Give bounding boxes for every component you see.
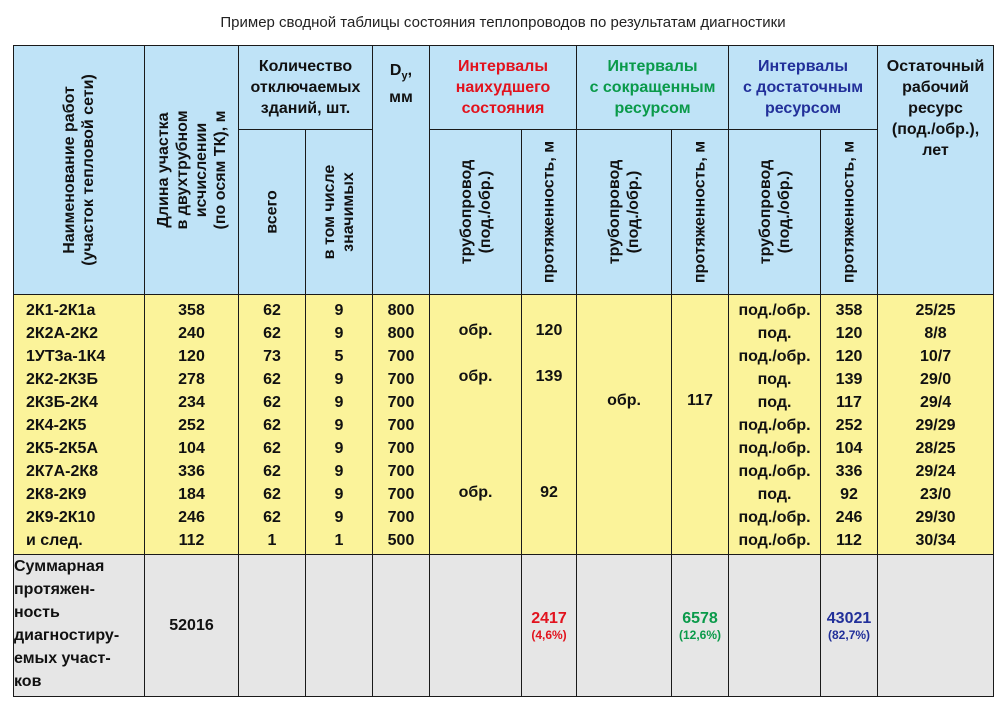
header-sufficient-extent: протяженность, м: [821, 130, 878, 295]
row-dy: 800: [387, 302, 415, 319]
sufficient-total-percent: (82,7%): [828, 627, 871, 642]
worst-total-percent: (4,6%): [531, 627, 567, 642]
row-name: 2К4-2К5: [26, 417, 87, 434]
summary-table: [13, 45, 994, 697]
header-buildings-important: в том числе значимых: [306, 130, 373, 295]
row-buildings-important: 9: [334, 486, 344, 503]
column-residual-resource: [878, 295, 994, 555]
row-name: 2К7А-2К8: [26, 463, 99, 480]
row-dy: 700: [387, 371, 415, 388]
row-sufficient-extent: 120: [835, 348, 863, 365]
row-name: 2К3Б-2К4: [26, 394, 98, 411]
column-reduced-extent: [672, 295, 729, 555]
header-worst-intervals: Интервалы наихудшего состояния: [430, 46, 577, 130]
summary-sufficient-total: [821, 555, 878, 697]
summary-empty-cell: [306, 555, 373, 697]
row-name: 2К1-2К1а: [26, 302, 96, 319]
column-buildings-important: [306, 295, 373, 555]
row-residual: 29/29: [915, 417, 956, 434]
worst-pipeline-value: обр.: [458, 368, 493, 385]
row-dy: 700: [387, 417, 415, 434]
row-buildings-important: 9: [334, 440, 344, 457]
summary-label: Суммарная протяжен- ность диагностиру- емых участ- ков: [14, 555, 145, 697]
row-residual: 29/0: [919, 371, 952, 388]
row-length: 252: [178, 417, 205, 434]
worst-extent-value: 120: [535, 322, 563, 339]
row-sufficient-pipeline: под./обр.: [738, 463, 811, 480]
row-buildings-important: 9: [334, 302, 344, 319]
header-worst-extent: протяженность, м: [522, 130, 577, 295]
header-sufficient-intervals: Интервалы с достаточным ресурсом: [729, 46, 878, 130]
row-buildings-all: 62: [263, 509, 281, 526]
header-reduced-pipeline: трубопровод (под./обр.): [577, 130, 672, 295]
row-dy: 700: [387, 509, 415, 526]
row-sufficient-extent: 92: [840, 486, 858, 503]
row-length: 112: [178, 532, 205, 549]
worst-pipeline-value: обр.: [458, 484, 493, 501]
row-sufficient-extent: 139: [835, 371, 863, 388]
reduced-pipeline-value: обр.: [607, 392, 641, 409]
header-reduced-intervals: Интервалы с сокращенным ресурсом: [577, 46, 729, 130]
summary-empty-cell: [577, 555, 672, 697]
row-residual: 29/30: [915, 509, 956, 526]
row-length: 184: [178, 486, 205, 503]
row-sufficient-pipeline: под.: [757, 371, 792, 388]
row-length: 358: [178, 302, 205, 319]
row-dy: 800: [387, 325, 415, 342]
row-buildings-important: 9: [334, 463, 344, 480]
reduced-extent-value: 117: [687, 392, 713, 409]
reduced-total-value: 6578: [682, 609, 718, 627]
row-buildings-all: 62: [263, 302, 281, 319]
row-length: 240: [178, 325, 205, 342]
row-sufficient-pipeline: под./обр.: [738, 509, 811, 526]
summary-empty-cell: [878, 555, 994, 697]
row-dy: 700: [387, 440, 415, 457]
row-name: 2К2А-2К2: [26, 325, 99, 342]
row-buildings-all: 62: [263, 325, 281, 342]
row-residual: 30/34: [915, 532, 956, 549]
header-worst-pipeline: трубопровод (под./обр.): [430, 130, 522, 295]
summary-empty-cell: [373, 555, 430, 697]
row-residual: 29/24: [915, 463, 956, 480]
header-name: Наименование работ (участок тепловой сети): [14, 46, 145, 295]
column-buildings-all: [239, 295, 306, 555]
row-buildings-all: 1: [267, 532, 277, 549]
row-residual: 8/8: [924, 325, 947, 342]
worst-total-value: 2417: [531, 609, 567, 627]
header-buildings: Количество отключаемых зданий, шт.: [239, 46, 373, 130]
header-reduced-extent: протяженность, м: [672, 130, 729, 295]
row-sufficient-pipeline: под./обр.: [738, 532, 811, 549]
header-dy: $D_у$, мм: [373, 46, 430, 295]
worst-extent-value: 139: [535, 368, 563, 385]
row-sufficient-pipeline: под./обр.: [738, 348, 811, 365]
row-sufficient-extent: 117: [836, 394, 862, 411]
row-residual: 23/0: [919, 486, 952, 503]
row-name: 2К5-2К5А: [26, 440, 99, 457]
column-reduced-pipeline: [577, 295, 672, 555]
row-sufficient-extent: 246: [835, 509, 863, 526]
header-buildings-all: всего: [239, 130, 306, 295]
worst-pipeline-value: обр.: [458, 322, 493, 339]
header-sufficient-pipeline: трубопровод (под./обр.): [729, 130, 821, 295]
row-length: 234: [178, 394, 205, 411]
table-caption: Пример сводной таблицы состояния теплопроводов по результатам диагностики: [220, 14, 786, 31]
row-name: 1УТ3а-1К4: [26, 348, 106, 365]
summary-length: 52016: [145, 555, 239, 697]
row-dy: 700: [387, 348, 415, 365]
column-worst-extent: [522, 295, 577, 555]
header-residual-resource: Остаточный рабочий ресурс (под./обр.), лет: [878, 46, 994, 295]
row-buildings-important: 1: [334, 532, 344, 549]
header-length: Длина участка в двухтрубном исчислении (по осям ТК), м: [145, 46, 239, 295]
row-length: 104: [178, 440, 205, 457]
row-sufficient-extent: 120: [835, 325, 863, 342]
row-name: 2К2-2К3Б: [26, 371, 98, 388]
row-sufficient-extent: 336: [835, 463, 863, 480]
row-residual: 28/25: [915, 440, 956, 457]
row-buildings-important: 9: [334, 394, 344, 411]
row-buildings-all: 62: [263, 486, 281, 503]
row-sufficient-pipeline: под./обр.: [738, 302, 811, 319]
row-name: 2К9-2К10: [26, 509, 96, 526]
summary-empty-cell: [430, 555, 522, 697]
row-dy: 700: [387, 486, 415, 503]
row-buildings-all: 62: [263, 394, 281, 411]
row-buildings-all: 62: [263, 417, 281, 434]
column-sufficient-extent: [821, 295, 878, 555]
column-sufficient-pipeline: [729, 295, 821, 555]
row-name: 2К8-2К9: [26, 486, 87, 503]
summary-empty-cell: [729, 555, 821, 697]
row-name: и след.: [26, 532, 83, 549]
column-length: [145, 295, 239, 555]
reduced-total-percent: (12,6%): [679, 627, 722, 642]
column-name: [14, 295, 145, 555]
summary-empty-cell: [239, 555, 306, 697]
row-sufficient-pipeline: под.: [757, 486, 792, 503]
row-sufficient-extent: 358: [835, 302, 863, 319]
row-buildings-important: 9: [334, 325, 344, 342]
row-buildings-important: 5: [334, 348, 344, 365]
row-sufficient-pipeline: под./обр.: [738, 440, 811, 457]
row-buildings-important: 9: [334, 509, 344, 526]
column-worst-pipeline: [430, 295, 522, 555]
row-sufficient-pipeline: под.: [757, 325, 792, 342]
row-residual: 29/4: [919, 394, 952, 411]
row-sufficient-pipeline: под./обр.: [738, 417, 811, 434]
row-length: 120: [178, 348, 205, 365]
row-sufficient-extent: 252: [835, 417, 863, 434]
row-sufficient-extent: 112: [836, 532, 862, 549]
row-length: 278: [178, 371, 205, 388]
row-dy: 500: [387, 532, 415, 549]
row-buildings-all: 62: [263, 440, 281, 457]
summary-reduced-total: [672, 555, 729, 697]
row-buildings-all: 62: [263, 463, 281, 480]
sufficient-total-value: 43021: [826, 609, 872, 627]
row-buildings-all: 73: [263, 348, 281, 365]
row-residual: 10/7: [919, 348, 952, 365]
row-dy: 700: [387, 394, 415, 411]
worst-extent-value: 92: [540, 484, 558, 501]
row-dy: 700: [387, 463, 415, 480]
row-buildings-important: 9: [334, 371, 344, 388]
row-buildings-important: 9: [334, 417, 344, 434]
column-dy: [373, 295, 430, 555]
row-residual: 25/25: [915, 302, 956, 319]
row-buildings-all: 62: [263, 371, 281, 388]
row-length: 246: [178, 509, 205, 526]
row-sufficient-pipeline: под.: [757, 394, 792, 411]
summary-worst-total: [522, 555, 577, 697]
row-length: 336: [178, 463, 205, 480]
row-sufficient-extent: 104: [835, 440, 863, 457]
